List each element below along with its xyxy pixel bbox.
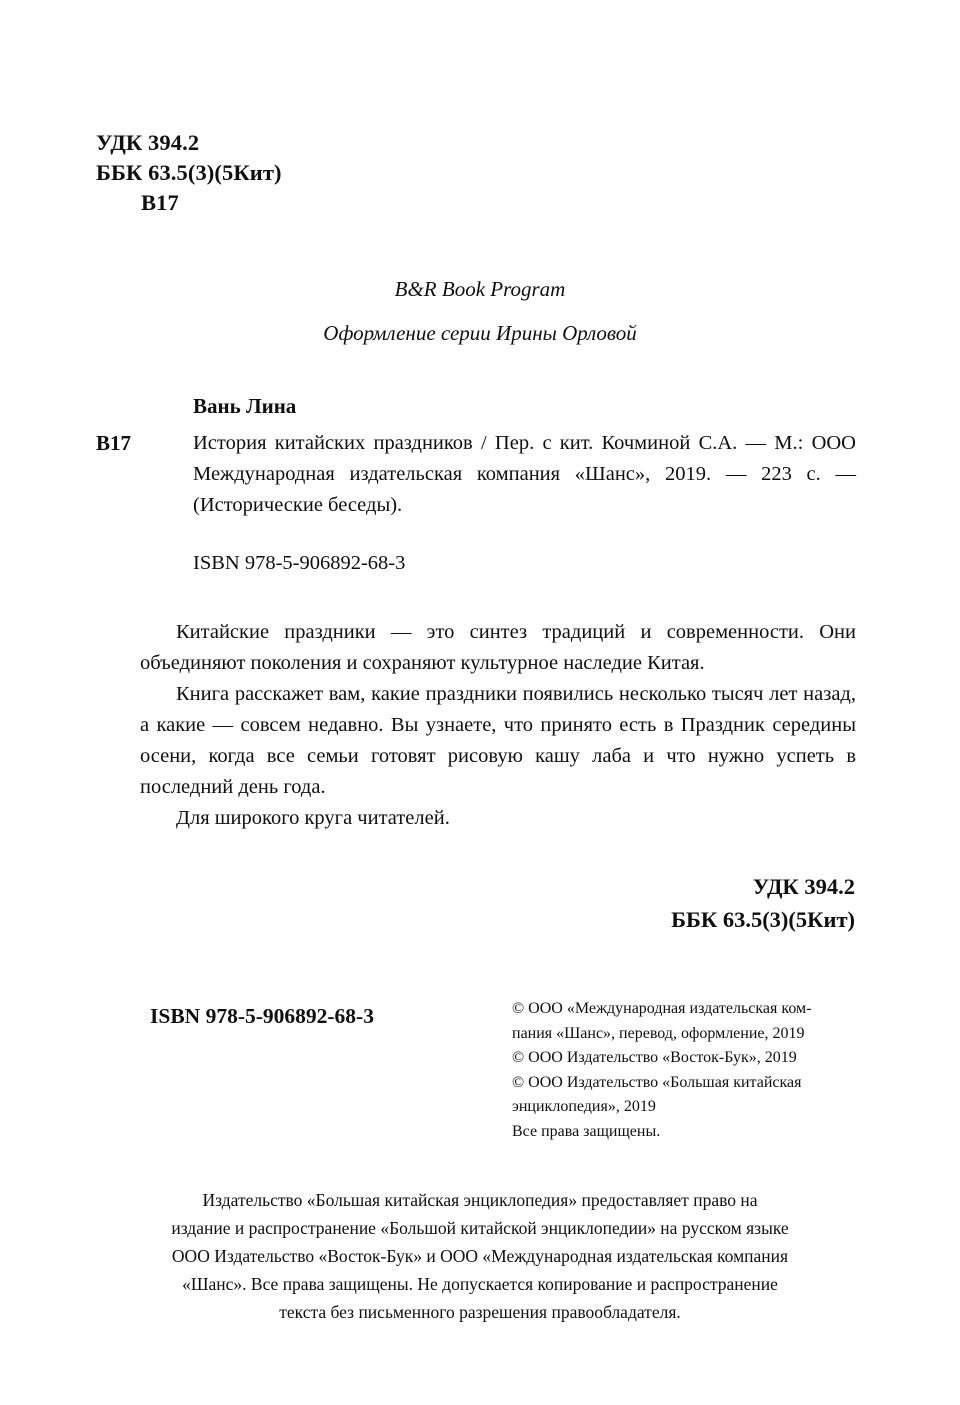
colophon <box>96 997 856 1144</box>
colophon-isbn: ISBN 978-5-906892-68-3 <box>150 1004 374 1028</box>
program-name: B&R Book Program <box>394 277 566 301</box>
legal-notice-line: Издательство «Большая китайская энциклопедия» предоставляет право на <box>202 1190 758 1210</box>
bbk-code: ББК 63.5(3)(5Кит) <box>96 160 282 185</box>
series-credits <box>0 267 960 355</box>
annotation-paragraph-3: Для широкого круга читателей. <box>176 807 450 829</box>
udk-code: УДК 394.2 <box>96 130 200 155</box>
copyright-line: © ООО Издательство «Большая китайская <box>512 1073 802 1091</box>
record-signature: В17 <box>96 431 132 455</box>
legal-notice-line: издание и распространение «Большой китайской энциклопедии» на русском языке <box>171 1218 789 1238</box>
classification-header <box>96 128 282 218</box>
series-designer: Оформление серии Ирины Орловой <box>323 321 637 345</box>
copyright-block <box>512 997 858 1144</box>
annotation-paragraph-1: Китайские праздники — это синтез традиций и современности. Они объединяют поколения и сохраняют культурное наследие Китая. <box>140 621 856 674</box>
author-sign-code: В17 <box>141 190 179 215</box>
bibliographic-record <box>96 428 856 521</box>
udk-code-repeat: УДК 394.2 <box>752 874 855 899</box>
copyright-line: © ООО «Международная издательская ком- <box>512 1000 812 1017</box>
annotation-block <box>140 617 856 834</box>
author-name: Вань Лина <box>193 394 297 418</box>
copyright-line: Все права защищены. <box>512 1122 661 1140</box>
annotation-paragraph-2: Книга расскажет вам, какие праздники появились несколько тысяч лет назад, а какие — совсем недавно. Вы узнаете, что принято есть в Праздник середины осени, когда все семьи готовят рисовую кашу лаба и что нужно успеть в последний день года. <box>140 683 856 798</box>
record-isbn: ISBN 978-5-906892-68-3 <box>193 552 406 574</box>
copyright-line: © ООО Издательство «Восток-Бук», 2019 <box>512 1049 797 1066</box>
legal-notice-line: текста без письменного разрешения правообладателя. <box>279 1302 681 1322</box>
classification-repeat <box>671 870 855 936</box>
legal-notice-line: ООО Издательство «Восток-Бук» и ООО «Международная издательская компания <box>171 1246 789 1266</box>
record-description: История китайских праздников / Пер. с кит. Кочминой С.А. — М.: ООО Международная издательская компания «Шанс», 2019. — 223 с. — (Исторические беседы). <box>193 432 856 516</box>
legal-notice-line: «Шанс». Все права защищены. Не допускается копирование и распространение <box>182 1274 778 1294</box>
copyright-line: пания «Шанс», перевод, оформление, 2019 <box>512 1024 805 1042</box>
bbk-code-repeat: ББК 63.5(3)(5Кит) <box>671 907 855 932</box>
copyright-line: энциклопедия», 2019 <box>512 1098 656 1115</box>
legal-notice <box>130 1186 830 1326</box>
